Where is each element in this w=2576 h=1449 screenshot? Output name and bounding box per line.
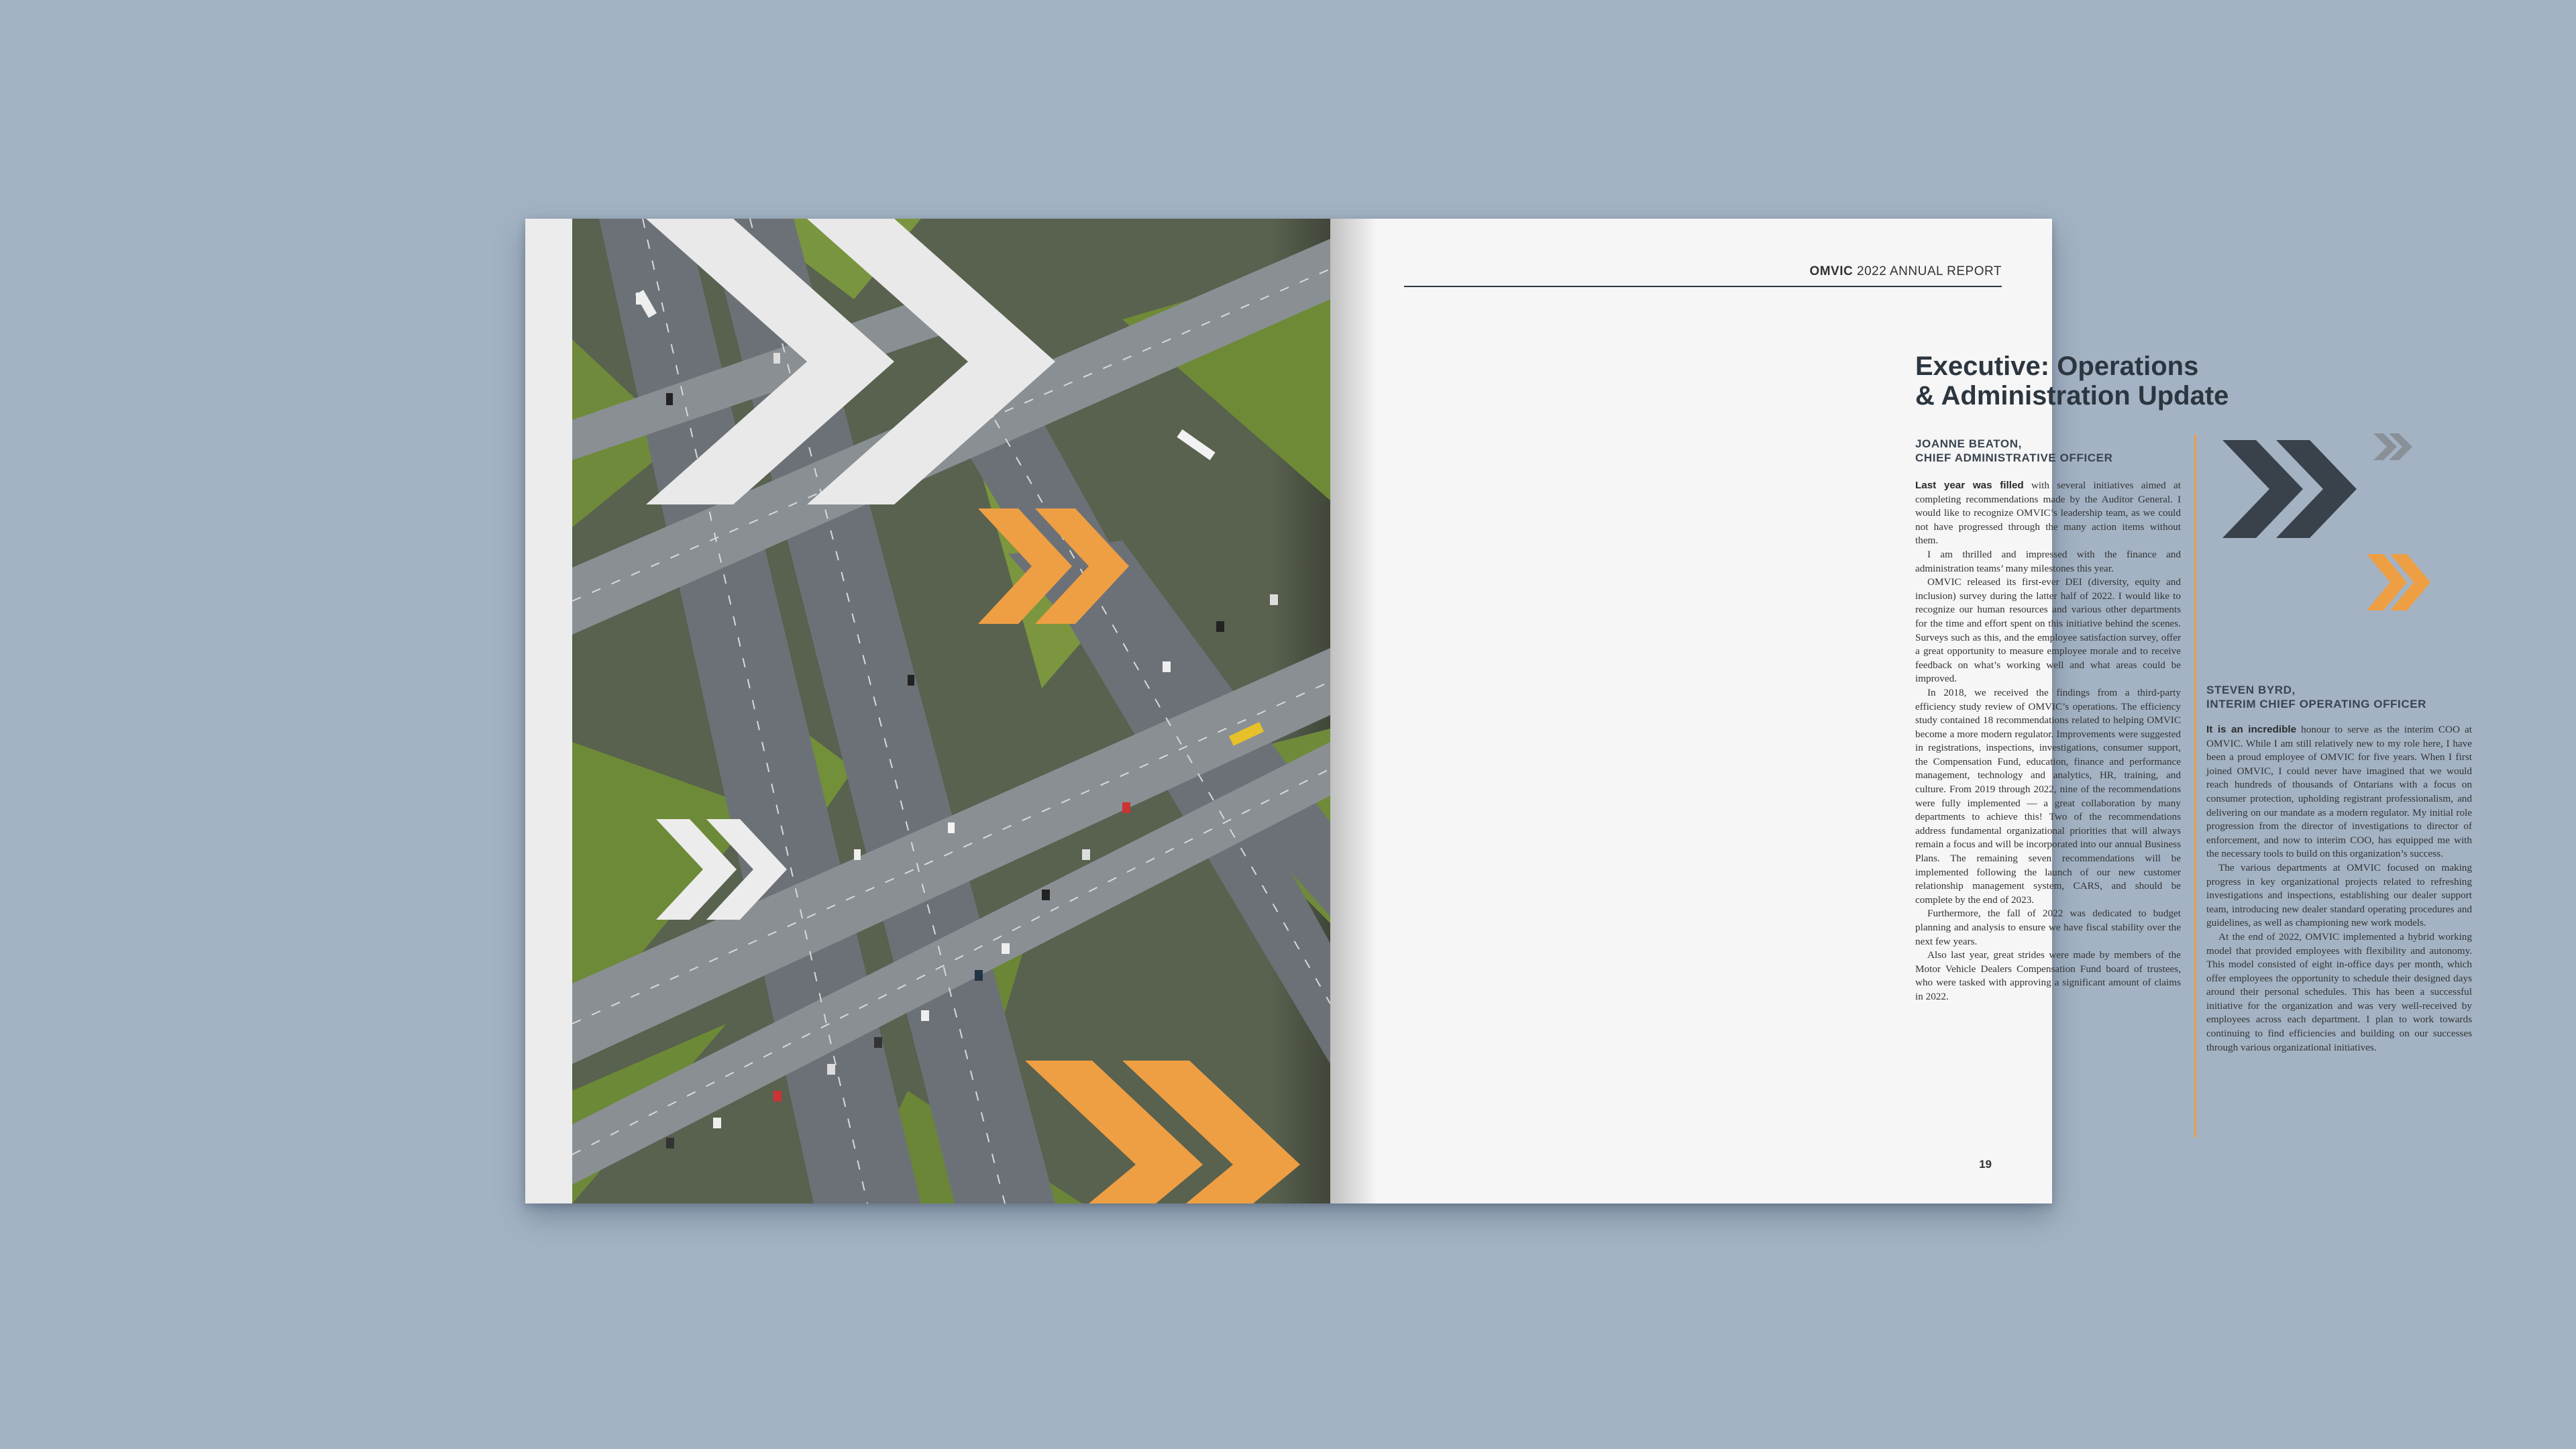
page-number: 19 xyxy=(1979,1158,1992,1171)
title-line-1: Executive: Operations xyxy=(1915,352,2199,381)
chevron-graphics xyxy=(2222,440,2464,614)
header-rule xyxy=(1404,286,2002,287)
paragraph: Furthermore, the fall of 2022 was dedicated to budget planning and analysis to ensure we have fiscal stability over the next few years. xyxy=(1915,908,2181,947)
paragraph: OMVIC released its first-ever DEI (diversity, equity and inclusion) survey during the latter half of 2022. I would like to recognize our human resources and various other departments for the time and effort spent on this initiative behind the scenes. Surveys such as this, and the employee satisfaction survey, offer a great opportunity to measure employee morale and to receive feedback on what’s working well and what areas could be improved. xyxy=(1915,576,2181,685)
column-divider xyxy=(2194,435,2196,1138)
paragraph: It is an incredible honour to serve as the interim COO at OMVIC. While I am still relatively new to my role here, I have been a proud employee of OMVIC for five years. When I first joined OMVIC, I could never have imagined that we would reach hundreds of thousands of Ontarians with a focus on consumer protection, upholding registrant professionalism, and delivering on our mandate as a modern regulator. My initial role progression from the director of investigations to director of enforcement, and now to interim COO, has equipped me with the necessary tools to build on this organization’s success. xyxy=(2206,724,2472,860)
paragraph: The various departments at OMVIC focused on making progress in key organizational projects related to refreshing investigations and inspections, establishing our dealer support team, introducing new dealer standard operating procedures and guidelines, as well as championing new work models. xyxy=(2206,861,2472,929)
byline-role: INTERIM CHIEF OPERATING OFFICER xyxy=(2206,698,2427,710)
paragraph: I am thrilled and impressed with the finance and administration teams’ many milestones this year. xyxy=(1915,548,2181,574)
running-header xyxy=(1809,264,2002,279)
paragraph: In 2018, we received the findings from a third-party efficiency study review of OMVIC’s operations. The efficiency study contained 18 recommendations related to helping OMVIC become a more modern regulator. Improvements were suggested in registrations, inspections, investigations, consumer support, the Compensation Fund, education, finance and performance management, technology and analytics, HR, training, and culture. From 2019 through 2022, nine of the recommendations were fully implemented — a great collaboration by many departments to achieve this! Two of the recommendations address fundamental organizational priorities that will always remain a focus and will be incorporated into our annual Business Plans. The remaining seven recommendations will be implemented following the launch of our new customer relationship management system, CARS, and should be complete by the end of 2023. xyxy=(1915,686,2181,906)
highway-aerial-photo xyxy=(572,219,1330,1203)
right-page xyxy=(1330,219,2472,1203)
header-report-title: 2022 ANNUAL REPORT xyxy=(1857,264,2002,278)
page-title xyxy=(1915,352,2318,411)
grey-chevron-icon xyxy=(2373,433,2412,460)
highway-photo-art xyxy=(572,219,1330,1203)
byline-name: JOANNE BEATON, xyxy=(1915,437,2022,450)
large-orange-chevron-icon xyxy=(1025,1061,1300,1203)
magazine-spread xyxy=(525,219,2472,1203)
lead-in: Last year was filled xyxy=(1915,480,2024,491)
byline-name: STEVEN BYRD, xyxy=(2206,684,2296,696)
paragraph: Last year was filled with several initiatives aimed at completing recommendations made by the Auditor General. I would like to recognize OMVIC’s leadership team, as we could not have progressed through the many action items without them. xyxy=(1915,480,2181,547)
left-page xyxy=(525,219,1330,1203)
dark-chevron-icon xyxy=(2222,440,2357,538)
byline-role: CHIEF ADMINISTRATIVE OFFICER xyxy=(1915,451,2113,464)
gutter-shadow xyxy=(1330,219,1377,1203)
title-line-2: & Administration Update xyxy=(1915,381,2229,411)
paragraph: At the end of 2022, OMVIC implemented a hybrid working model that provided employees with flexibility and autonomy. This model consisted of eight in-office days per month, which offer employees the opportunity to schedule their designed days around their personal schedules. This has been a successful initiative for the organization and was very well-received by employees across each department. I plan to work towards continuing to find efficiencies and building on our successes through various organizational initiatives. xyxy=(2206,930,2472,1053)
column-beaton xyxy=(1915,479,2181,1004)
lead-in: It is an incredible xyxy=(2206,724,2297,735)
byline-byrd xyxy=(2206,683,2502,711)
column-byrd xyxy=(2206,723,2472,1055)
header-brand: OMVIC xyxy=(1809,264,1854,278)
orange-chevron-icon xyxy=(2367,554,2430,610)
paragraph: Also last year, great strides were made by members of the Motor Vehicle Dealers Compensation Fund board of trustees, who were tasked with approving a significant amount of claims in 2022. xyxy=(1915,949,2181,1002)
byline-beaton xyxy=(1915,437,2210,465)
